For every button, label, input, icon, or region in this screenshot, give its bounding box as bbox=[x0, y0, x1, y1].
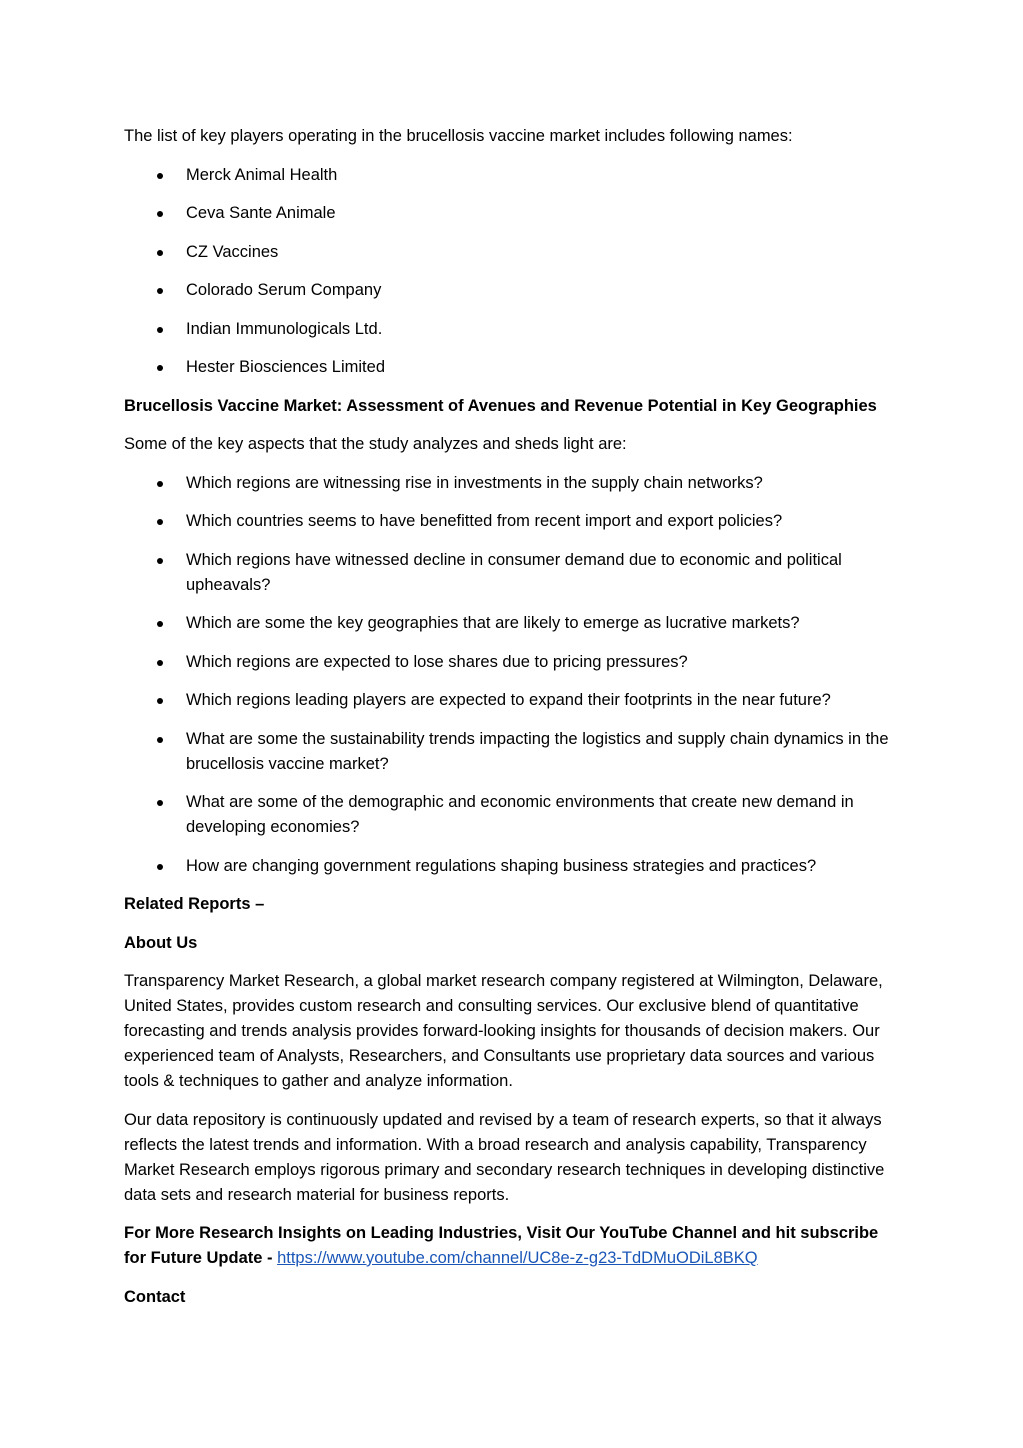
list-item bbox=[124, 509, 904, 534]
bullet-icon bbox=[157, 211, 163, 217]
youtube-channel-link[interactable]: https://www.youtube.com/channel/UC8e-z-g23-TdDMuODiL8BKQ bbox=[277, 1249, 758, 1267]
list-item bbox=[124, 854, 904, 879]
bullet-icon bbox=[157, 737, 163, 743]
youtube-cta bbox=[124, 1221, 904, 1271]
bullet-icon bbox=[157, 519, 163, 525]
list-item bbox=[124, 688, 904, 713]
bullet-icon bbox=[157, 621, 163, 627]
about-paragraph-1: Transparency Market Research, a global market research company registered at Wilmington, Delaware, United States, provides custom research and consulting services. Our exclusive blend of quantitative forecasting and trends analysis provides forward-looking insights for thousands of decision makers. Our experienced team of Analysts, Researchers, and Consultants use proprietary data sources and various tools & techniques to gather and analyze information. bbox=[124, 972, 883, 1090]
list-item bbox=[124, 611, 904, 636]
list-item bbox=[124, 355, 904, 380]
list-item-label: Which regions are witnessing rise in investments in the supply chain networks? bbox=[186, 473, 763, 492]
aspects-intro: Some of the key aspects that the study analyzes and sheds light are: bbox=[124, 435, 627, 453]
list-item-label: What are some of the demographic and economic environments that create new demand in developing economies? bbox=[186, 793, 854, 836]
bullet-icon bbox=[157, 800, 163, 806]
list-item bbox=[124, 163, 904, 188]
youtube-cta-text: For More Research Insights on Leading Industries, Visit Our YouTube Channel and hit subscribe for Future Update - bbox=[124, 1224, 879, 1267]
bullet-icon bbox=[157, 660, 163, 666]
questions-list bbox=[124, 471, 904, 879]
list-item-label: Which regions are expected to lose shares due to pricing pressures? bbox=[186, 652, 688, 671]
geographies-heading: Brucellosis Vaccine Market: Assessment of Avenues and Revenue Potential in Key Geographies bbox=[124, 396, 877, 415]
bullet-icon bbox=[157, 864, 163, 870]
bullet-icon bbox=[157, 558, 163, 564]
list-item-label: Merck Animal Health bbox=[186, 165, 338, 184]
bullet-icon bbox=[157, 481, 163, 487]
list-item-label: CZ Vaccines bbox=[186, 242, 279, 261]
list-item bbox=[124, 727, 904, 777]
list-item-label: Hester Biosciences Limited bbox=[186, 358, 385, 376]
list-item bbox=[124, 790, 904, 840]
bullet-icon bbox=[157, 250, 163, 256]
list-item-label: Which regions leading players are expected to expand their footprints in the near future? bbox=[186, 691, 831, 709]
related-reports-heading: Related Reports – bbox=[124, 895, 265, 913]
list-item bbox=[124, 278, 904, 303]
list-item-label: Which are some the key geographies that are likely to emerge as lucrative markets? bbox=[186, 614, 800, 632]
list-item-label: Colorado Serum Company bbox=[186, 281, 382, 299]
bullet-icon bbox=[157, 698, 163, 704]
about-heading: About Us bbox=[124, 933, 198, 952]
key-players-list bbox=[124, 163, 904, 381]
bullet-icon bbox=[157, 288, 163, 294]
about-paragraph-2: Our data repository is continuously updated and revised by a team of research experts, so that it always reflects the latest trends and information. With a broad research and analysis capability, Transparency Market Research employs rigorous primary and secondary research techniques in developing distinctive data sets and research material for business reports. bbox=[124, 1110, 885, 1204]
list-item-label: Ceva Sante Animale bbox=[186, 204, 336, 222]
list-item-label: Which regions have witnessed decline in consumer demand due to economic and political upheavals? bbox=[186, 550, 842, 594]
list-item bbox=[124, 471, 904, 496]
bullet-icon bbox=[157, 365, 163, 371]
contact-heading: Contact bbox=[124, 1287, 186, 1306]
list-item bbox=[124, 201, 904, 226]
list-item-label: Which countries seems to have benefitted from recent import and export policies? bbox=[186, 512, 783, 530]
list-item bbox=[124, 240, 904, 265]
list-item bbox=[124, 548, 904, 598]
list-item-label: Indian Immunologicals Ltd. bbox=[186, 319, 383, 338]
list-item bbox=[124, 317, 904, 342]
document-page bbox=[124, 124, 904, 1323]
key-players-intro: The list of key players operating in the brucellosis vaccine market includes following names: bbox=[124, 127, 793, 145]
list-item bbox=[124, 650, 904, 675]
bullet-icon bbox=[157, 327, 163, 333]
list-item-label: What are some the sustainability trends impacting the logistics and supply chain dynamics in the brucellosis vaccine market? bbox=[186, 729, 889, 773]
list-item-label: How are changing government regulations shaping business strategies and practices? bbox=[186, 856, 817, 875]
bullet-icon bbox=[157, 173, 163, 179]
